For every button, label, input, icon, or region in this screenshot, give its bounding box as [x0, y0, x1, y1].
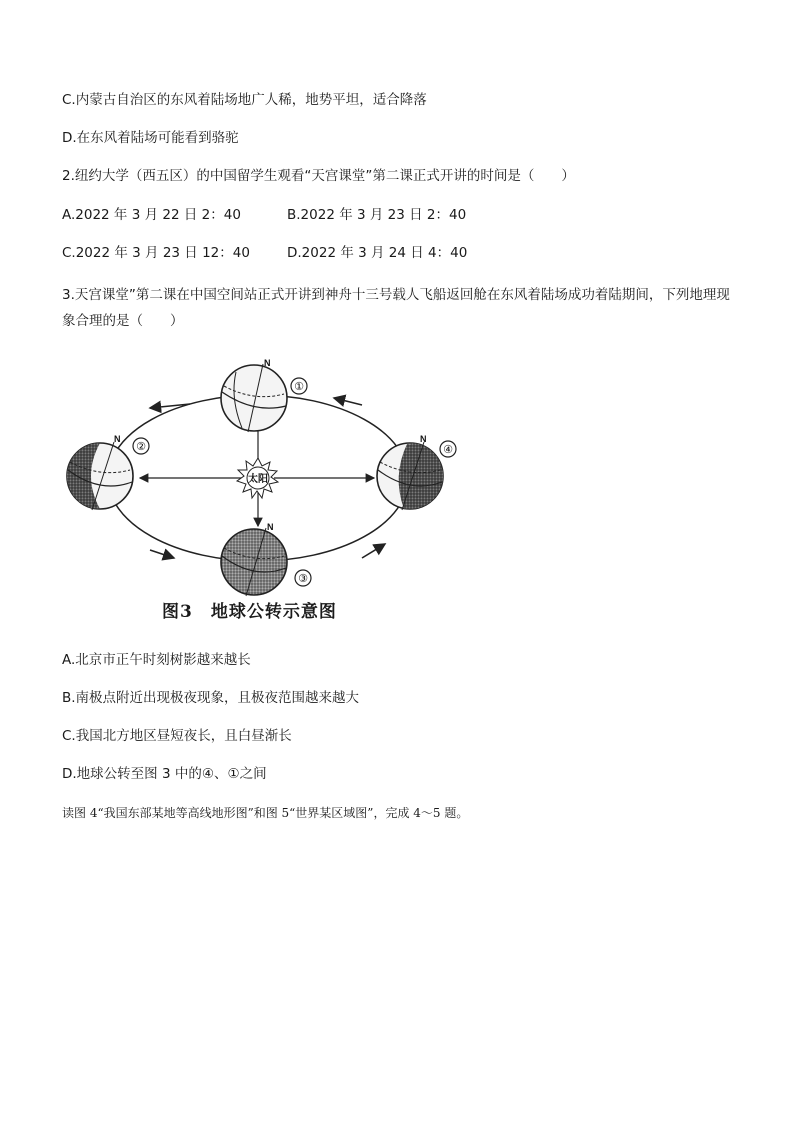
q2-option-a: A.2022 年 3 月 22 日 2：40: [62, 207, 241, 223]
q1-option-c: C.内蒙古自治区的东风着陆场地广人稀，地势平坦，适合降落: [62, 92, 427, 108]
svg-text:N: N: [420, 434, 427, 444]
position-label-3: ③: [298, 572, 308, 585]
svg-text:N: N: [264, 358, 271, 368]
q3-option-d: D.地球公转至图 3 中的④、①之间: [62, 766, 267, 782]
position-label-4: ④: [443, 443, 453, 456]
q3-option-b: B.南极点附近出现极夜现象，且极夜范围越来越大: [62, 690, 360, 706]
earth-position-2: [67, 434, 149, 510]
figure-caption: 图3 地球公转示意图: [162, 602, 337, 622]
position-label-1: ①: [294, 380, 304, 393]
sun: [237, 458, 278, 498]
earth-revolution-svg: [62, 358, 462, 598]
earth-revolution-diagram: [62, 358, 462, 598]
q2-option-b: B.2022 年 3 月 23 日 2：40: [287, 207, 467, 223]
earth-position-4: [377, 434, 456, 510]
earth-position-1: [221, 358, 307, 432]
sun-label: 太阳: [248, 474, 268, 485]
q3-option-a: A.北京市正午时刻树影越来越长: [62, 652, 251, 668]
position-label-2: ②: [136, 440, 146, 453]
q2-stem: 2.纽约大学（西五区）的中国留学生观看“天宫课堂”第二课正式开讲的时间是（ ）: [62, 168, 575, 184]
q2-option-d: D.2022 年 3 月 24 日 4：40: [287, 245, 468, 261]
svg-text:N: N: [114, 434, 121, 444]
earth-position-3: [221, 522, 311, 596]
q2-option-c: C.2022 年 3 月 23 日 12：40: [62, 245, 250, 261]
q3-option-c: C.我国北方地区昼短夜长，且白昼渐长: [62, 728, 292, 744]
q1-option-d: D.在东风着陆场可能看到骆驼: [62, 130, 239, 146]
svg-text:N: N: [267, 522, 274, 532]
instruction-text: 读图 4“我国东部某地等高线地形图”和图 5“世界某区域图”，完成 4～5 题。: [62, 806, 469, 820]
q3-stem: 3.天宫课堂”第二课在中国空间站正式开讲到神舟十三号载人飞船返回舱在东风着陆场成功着陆期间，下列地理现象合理的是（ ）: [62, 287, 730, 329]
